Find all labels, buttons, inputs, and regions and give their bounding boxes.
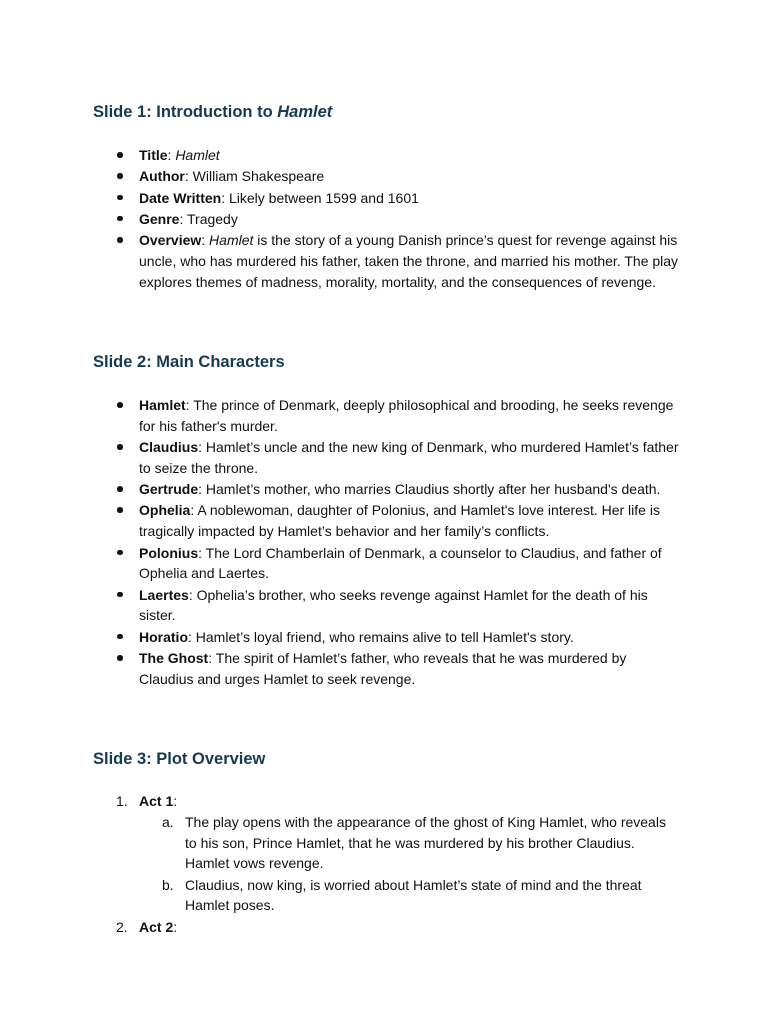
item-separator: : (173, 793, 178, 809)
list-item (139, 585, 679, 627)
item-term: The Ghost (139, 650, 209, 667)
item-term: Ophelia (139, 502, 191, 519)
item-term: Title (139, 147, 168, 163)
slide1-bullet-list (139, 145, 679, 293)
item-number: 1. (116, 793, 128, 809)
slide1-heading-title: Hamlet (277, 103, 333, 121)
act1-sub-list (139, 812, 679, 916)
list-item (139, 188, 679, 209)
item-term: Hamlet (139, 397, 186, 413)
item-italic: Hamlet (175, 147, 220, 163)
item-separator: : (179, 210, 187, 227)
item-term: Claudius (139, 439, 199, 456)
item-text: : A noblewoman, daughter of Polonius, and Hamlet's love interest. Her life is tragically impacted by Hamlet’s behavior and her family’s conflicts. (139, 502, 660, 540)
item-text: : The spirit of Hamlet’s father, who reveals that he was murdered by Claudius and urges Hamlet to seek revenge. (139, 650, 627, 687)
item-text: Claudius, now king, is worried about Hamlet’s state of mind and the threat Hamlet poses. (185, 876, 642, 914)
item-text: The play opens with the appearance of the ghost of King Hamlet, who reveals to his son, Prince Hamlet, that he was murdered by his brother Claudius. Hamlet vows revenge. (185, 813, 666, 872)
item-term: Horatio (139, 628, 188, 645)
slide3-act-list (116, 791, 679, 938)
item-separator: : (221, 189, 229, 206)
item-separator: : (173, 918, 178, 935)
item-text: : Hamlet’s loyal friend, who remains alive to tell Hamlet's story. (188, 628, 574, 645)
slide1-heading (93, 103, 332, 122)
list-item (139, 627, 679, 648)
list-item (139, 500, 679, 542)
slide1-heading-prefix: Slide 1: Introduction to (93, 103, 278, 121)
item-term: Author (139, 168, 185, 185)
item-text: : Hamlet’s uncle and the new king of Denmark, who murdered Hamlet’s father to seize the throne. (139, 439, 679, 476)
item-letter: b. (162, 876, 174, 893)
list-item (139, 166, 679, 187)
item-text: is the story of a young Danish prince’s quest for revenge against his uncle, who has murdered his father, taken the throne, and married his mother. The play explores themes of madness, morality, mortality, and the consequences of revenge. (139, 232, 679, 290)
item-term: Polonius (139, 544, 199, 561)
list-item (139, 479, 679, 500)
sub-list-item (162, 875, 679, 917)
sub-list-item (162, 812, 679, 874)
list-item (139, 437, 679, 479)
item-text: : Ophelia’s brother, who seeks revenge against Hamlet for the death of his sister. (139, 586, 648, 624)
list-item (116, 917, 679, 938)
item-text: William Shakespeare (192, 168, 325, 185)
list-item (116, 791, 679, 916)
list-item (139, 230, 679, 292)
item-text: Tragedy (187, 210, 238, 227)
slide3-heading: Slide 3: Plot Overview (93, 750, 266, 768)
item-italic: Hamlet (209, 232, 254, 249)
item-text: : The Lord Chamberlain of Denmark, a counselor to Claudius, and father of Ophelia and Laertes. (139, 544, 662, 582)
list-item (139, 395, 679, 437)
item-term: Laertes (139, 586, 189, 603)
item-term: Overview (139, 232, 202, 249)
item-term: Genre (139, 210, 180, 227)
item-text: : The prince of Denmark, deeply philosophical and brooding, he seeks revenge for his father's murder. (139, 397, 674, 434)
slide2-bullet-list (139, 395, 679, 690)
list-item (139, 543, 679, 585)
item-term: Date Written (139, 189, 222, 206)
item-separator: : (184, 168, 193, 185)
list-item (139, 648, 679, 690)
item-separator: : (201, 232, 210, 249)
item-term: Act 2 (139, 918, 174, 935)
slide2-heading: Slide 2: Main Characters (93, 353, 285, 371)
item-term: Act 1 (139, 793, 174, 809)
list-item (139, 209, 679, 230)
item-separator: : (167, 147, 176, 163)
list-item (139, 145, 679, 166)
item-letter: a. (162, 813, 174, 830)
item-term: Gertrude (139, 481, 199, 498)
item-text: Likely between 1599 and 1601 (228, 189, 419, 206)
item-text: : Hamlet’s mother, who marries Claudius shortly after her husband's death. (198, 481, 661, 498)
item-number: 2. (116, 918, 128, 935)
